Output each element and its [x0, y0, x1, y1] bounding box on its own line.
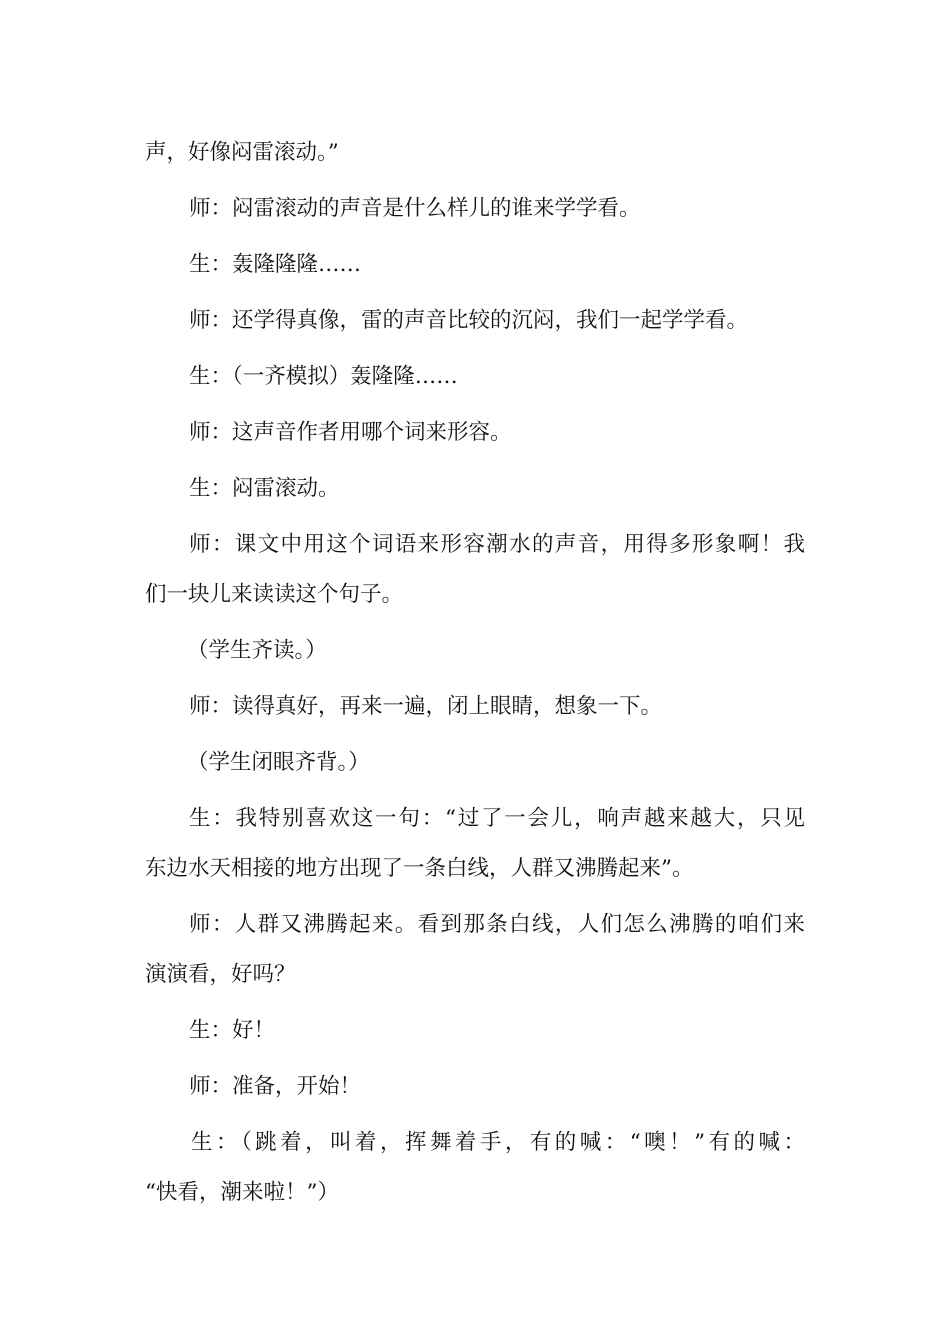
- paragraph-student: 生：好！: [189, 1018, 276, 1043]
- paragraph-teacher-line1: [145, 912, 805, 938]
- paragraph-teacher-line1: [145, 532, 805, 558]
- paragraph-teacher-line2: 们一块儿来读读这个句子。: [145, 582, 404, 607]
- paragraph-student: 生：闷雷滚动。: [189, 476, 340, 501]
- paragraph-stage-direction: （学生闭眼齐背。）: [187, 750, 370, 775]
- paragraph-student-line1: [145, 1130, 805, 1156]
- paragraph-student-line1: [145, 806, 805, 832]
- paragraph-teacher: 师：读得真好，再来一遍，闭上眼睛，想象一下。: [189, 694, 663, 719]
- paragraph-student: 生：（一齐模拟）轰隆隆……: [189, 364, 458, 389]
- paragraph-student: 生：轰隆隆隆……: [189, 252, 362, 277]
- paragraph-teacher: 师：这声音作者用哪个词来形容。: [189, 420, 512, 445]
- paragraph-teacher-line2: 演演看，好吗？: [145, 962, 296, 987]
- paragraph-continuation: 声，好像闷雷滚动。”: [145, 140, 339, 165]
- paragraph-teacher: 师：还学得真像，雷的声音比较的沉闷，我们一起学学看。: [189, 308, 749, 333]
- paragraph-student-line2: “快看，潮来啦！”）: [145, 1180, 339, 1205]
- paragraph-line: 生：（跳着，叫着，挥舞着手，有的喊：“噢！”有的喊：: [191, 1130, 805, 1155]
- paragraph-line: 生：我特别喜欢这一句：“过了一会儿，响声越来越大，只见: [189, 806, 805, 831]
- paragraph-line: 师：人群又沸腾起来。看到那条白线，人们怎么沸腾的咱们来: [189, 912, 805, 937]
- paragraph-line: 师：课文中用这个词语来形容潮水的声音，用得多形象啊！我: [189, 532, 805, 557]
- paragraph-student-line2: 东边水天相接的地方出现了一条白线，人群又沸腾起来”。: [145, 856, 694, 881]
- paragraph-stage-direction: （学生齐读。）: [187, 638, 327, 663]
- paragraph-teacher: 师：准备，开始！: [189, 1074, 362, 1099]
- paragraph-teacher: 师：闷雷滚动的声音是什么样儿的谁来学学看。: [189, 196, 641, 221]
